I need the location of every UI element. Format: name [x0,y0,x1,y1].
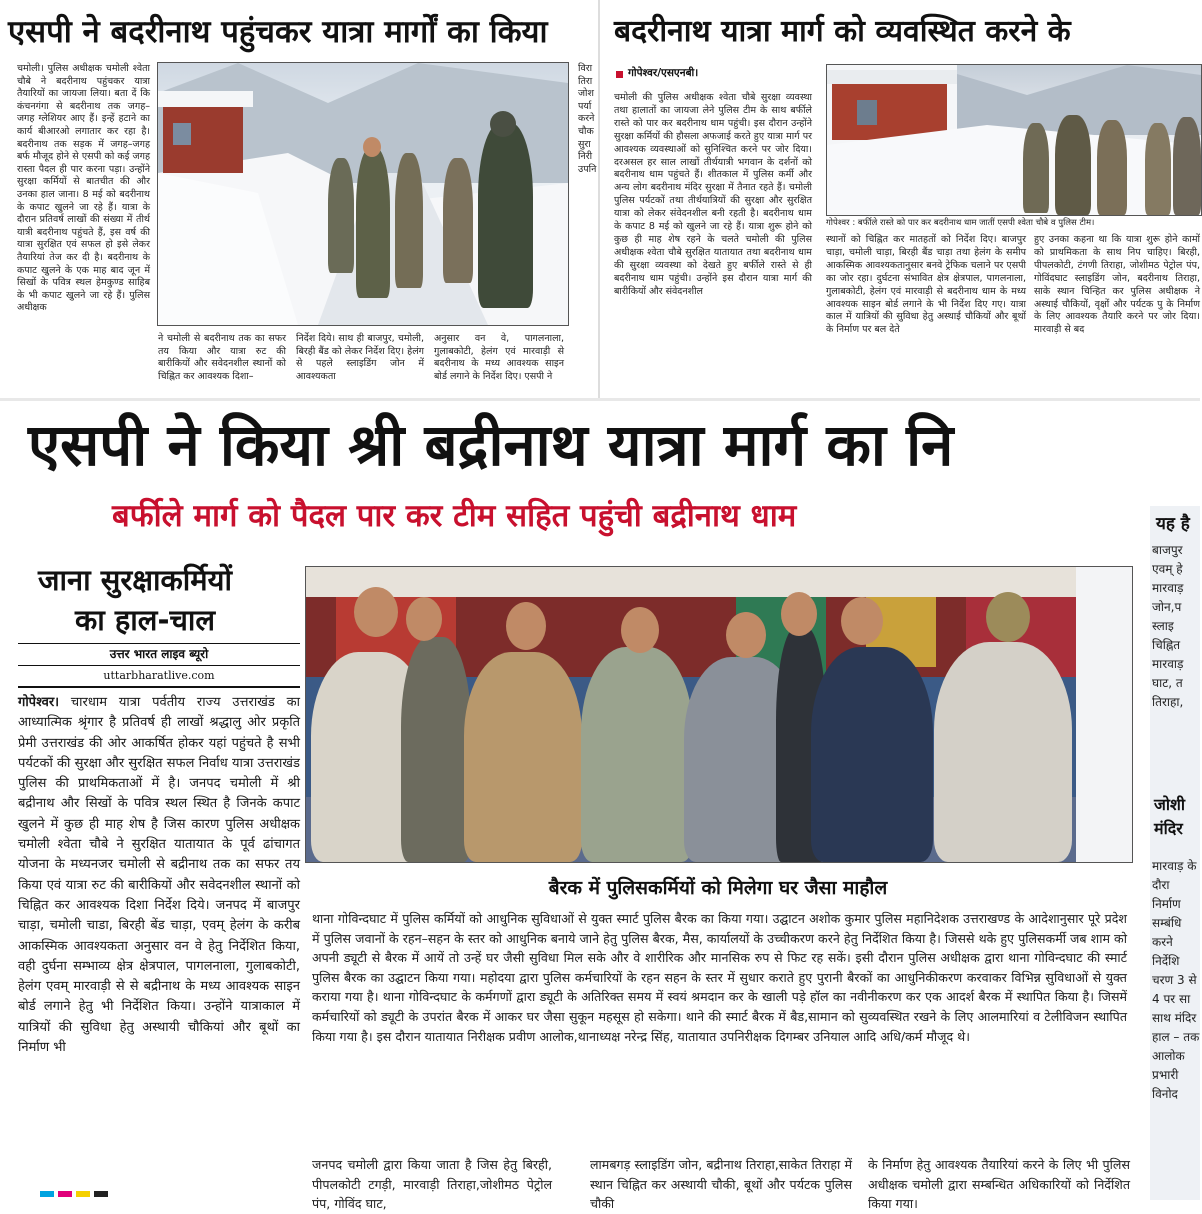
top-right-dateline: गोपेश्वर/एसएनबी। [628,67,699,79]
print-mark-yellow [76,1191,90,1197]
clipping-bottom [0,401,1200,1212]
print-mark-magenta [58,1191,72,1197]
vertical-separator-top [598,0,600,398]
photo-figure [443,158,473,283]
right-box-body-2: मारवाड़ के दौरा निर्माण सम्बंधि करने निर्देशि चरण 3 से 4 पर सा साथ मंदिर हाल – तक आलोक प्रभारी विनोद [1152,859,1200,1101]
group-person-7 [811,647,933,862]
photo-figure [1173,117,1201,215]
group-photo [305,566,1133,863]
group-head [986,592,1030,642]
right-box-body-1: बाजपुर एवम् हे मारवाड़ जोन,प स्लाइ चिह्नित मारवाड़ घाट, त तिराहा, [1152,543,1184,709]
left-story-dateline: गोपेश्वर। [18,695,60,710]
left-story-text: चारधाम यात्रा पर्वतीय राज्य उत्तराखंड का आध्यात्मिक श्रृंगार है प्रतिवर्ष ही लाखों श्रद्धालु ओर प्रकृति प्रेमी उत्तराखंड की ओर आकर्षित होकर यहां पहुंचते है सभी पर्यटकों की सुरक्षा और सुरक्षित सफल निर्वाध यात्रा उत्तराखंड पुलिस की प्राथमिकताओं में है। जनपद चमोली में श्री बद्रीनाथ और सिखों के पवित्र स्थल स्थित है जिनके कपाट खुलने में कुछ ही माह शेष है जिस कारण पुलिस अधीक्षक चमोली श्वेता चौबे ने सुरक्षित यातायात के पूर्व ढांचागत योजना के मध्यनजर चमोली से बद्रीनाथ तक का सफर तय किया एवं यात्रा रुट की बारीकियों और सवेदनशील स्थानों को चिह्नित कर आवश्यक दिशा निर्देश दिये। जनपद में बाजपुर चाड़ा, चमोली चाडा, बिरही बेंड चाड़ा, एवम् हेलंग के करीब आकस्मिक आवश्यकता अनुसार वन वे हेतु निर्देशित किया, वही दुर्घना सम्भाव्य क्षेत्र क्षेत्रपाल, पागलनाला, गुलाबकोटी, हेलंग एवम् मारवाड़ी से से बद्रीनाथ के मध्य आवश्यक साइन बोर्ड लगाने हेतु भी निर्देशित किया। उन्होंने यात्राकाल में यात्रियों की सुविधा हेतु अस्थायी चौकियां और बूथों का निर्माण भी [18,695,300,1056]
photo-figure [328,158,354,273]
left-story-body [18,693,300,1193]
byline-rule-top [18,643,300,644]
group-person-4 [581,647,693,862]
group-person-8 [934,642,1072,862]
byline-rule-mid [18,665,300,666]
top-right-photo [826,64,1202,216]
top-left-headline: एसपी ने बदरीनाथ पहुंचकर यात्रा मार्गों का किया [8,14,548,50]
print-mark-black [94,1191,108,1197]
barrack-heading: बैरक में पुलिसकर्मियों को मिलेगा घर जैसा माहौल [548,877,888,899]
website: uttarbharatlive.com [103,669,215,682]
top-right-photo-caption: गोपेश्वर : बर्फीले रास्ते को पार कर बदरीनाथ धाम जातीं एसपी श्वेता चौबे व पुलिस टीम। [826,218,1095,228]
photo-figure [478,123,533,308]
right-box-heading: यह है [1156,514,1190,534]
group-head [621,607,659,653]
byline: उत्तर भारत लाइव ब्यूरो [109,647,209,661]
top-right-column-1: चमोली की पुलिस अधीक्षक श्वेता चौबे सुरक्षा व्यवस्था तथा हालातों का जायजा लेने पुलिस टीम के साथ बर्फीले रास्ते को पार कर बदरीनाथ धाम पहुंची। इस दौरान उन्होंने सुरक्षा कर्मियों की हौसला अफजाई करते हुए यात्रा मार्ग पर आवश्यक व्यवस्थाओं को सुनिश्चित करने पर जोर दिया। दरअसल हर साल लाखों तीर्थयात्री भगवान के दर्शनों को बदरीनाथ धाम पहुंचते हैं। शीतकाल में पुलिस कर्मी और अन्य लोग बदरीनाथ मंदिर सुरक्षा में तैनात रहते हैं। चमोली पुलिस पर्यटकों तथा तीर्थयात्रियों की सुरक्षा और सुरक्षित यात्रा को लेकर संवेदनशील बनी रहती है। बदरीनाथ धाम के कपाट 8 मई को खुलने जा रहे हैं। यात्रा शुरू होने को कुछ ही माह शेष रहने के चलते चमोली की पुलिस अधीक्षक श्वेता चौबे सुरक्षित यातायात तथा बदरीनाथ धाम की सुरक्षा व्यवस्था को देखते हुए बर्फीले रास्ते से ही बदरीनाथ धाम पहुंची। उन्होंने इस दौरान यात्रा मार्ग की बारीकियों और संवेदनशील [614,92,812,297]
left-story-head-line-1: जाना सुरक्षाकर्मियों [38,563,232,597]
photo-figure [395,153,423,288]
photo-figure [1055,115,1091,215]
bottom-column-3: के निर्माण हेतु आवश्यक तैयारियां करने के लिए भी पुलिस अधीक्षक चमोली द्वारा सम्बन्धित अधिकारियों को निर्देशित किया गया। [868,1157,1130,1212]
group-head [354,587,398,637]
bottom-subheadline: बर्फीले मार्ग को पैदल पार कर टीम सहित पहुंची बद्रीनाथ धाम [112,498,797,534]
group-head [781,592,817,636]
top-right-column-3: हुए उनका कहना था कि यात्रा शुरू होने कामों को प्राथमिकता के साथ निप चाहिए। बिरही, पीपलकोटी, टंगणी तिराहा, जोशीमठ पेट्रोल पंप, गोविंदघाट स्लाइडिंग जोन, बदरीनाथ तिराहा, साके स्थान चिन्हित कर पुलिस अधीक्षक ने अस्थाई चौकियों, वृक्षों और पर्यटक पु के निर्माण के लिए आवश्यक तैयारि करने पर जोर दिया। मारवाड़ी से बद [1034,234,1200,336]
photo-figure [1023,123,1049,213]
top-left-column-r: विरा तिरा जोश पर्या करने चौक सुरा निरी उपनि [578,63,597,175]
photo-head [363,137,381,157]
top-left-bottom-col-2: निर्देश दिये। साथ ही बाजपुर, चमोली, बिरही बैंड को लेकर निर्देश दिए। हेलंग से पहले स्लाइडिंग जोन में आवश्यकता [296,333,424,382]
bottom-headline: एसपी ने किया श्री बद्रीनाथ यात्रा मार्ग का नि [28,411,954,479]
photo-figure [1097,120,1127,215]
photo-figure [1145,123,1171,215]
left-story-head-line-2: का हाल-चाल [75,603,216,637]
group-person-2 [401,637,471,862]
top-left-bottom-col-1: ने चमोली से बदरीनाथ तक का सफर तय किया और यात्रा रुट की बारीकियों और सवेदनशील स्थानों को चिह्नित कर आवश्यक दिशा– [158,333,286,382]
group-head [841,597,883,645]
clipping-top-right [600,0,1200,398]
group-head [726,612,766,658]
barrack-body: थाना गोविन्दघाट में पुलिस कर्मियों को आधुनिक सुविधाओं से युक्त स्मार्ट पुलिस बैरक का किया गया। उद्घाटन अशोक कुमार पुलिस महानिदेशक उत्तराखण्ड के आदेशानुसार पूरे प्रदेश में पुलिस जवानों के रहन–सहन के स्तर को आधुनिक बनाये जाने हेतु पुलिस बैरक, मैस, कार्यालयों के उच्चीकरण करने हेतु निर्देशित किया है। जिससे थके हुए पुलिसकर्मी जब शाम को अपनी ड्यूटी से बैरक में आयें तो उन्हें घर जैसी सुविधा मिल सके और वे शारीरिक और मानसिक रुप से फिट रह सकें। इसी दौरान पुलिस अधीक्षक द्वारा थाना गोविन्दघाट की स्मार्ट पुलिस बैरक का उद्घाटन किया गया। महोदया द्वारा पुलिस कर्मचारियों के रहन सहन के स्तर में सुधार कराते हुए पुरानी बैरकों का आधुनिकीकरण करवाकर विभिन्न सुविधाओं से युक्त कराया गया है। थाना गोविन्दघाट के कर्मगणों द्वारा ड्यूटी के अतिरिक्त समय में स्वयं श्रमदान कर के खाली पड़े हॉल का नवीनीकरण कर एक आदर्श बैरक में स्थापित किया है। जिसमें कर्मचारियों को ड्यूटी के उपरांत बैरक में आकर घर जैसा सुकून महसूस हो सकेगा। थाने की स्मार्ट बैरक में बैड,सामान को सुव्यवस्थित रखने के लिए आलमारियां व टेलीविजन स्थापित किया गया है। इस दौरान यातायात निरीक्षक प्रवीण आलोक,थानाध्यक्ष नरेन्द्र सिंह, यातायात उपनिरीक्षक दिगम्बर उनियाल आदि अधि/कर्म मौजूद थे। [312,911,1127,1044]
top-right-headline: बदरीनाथ यात्रा मार्ग को व्यवस्थित करने के [614,14,1071,49]
group-head [406,597,442,641]
group-person-3 [464,652,582,862]
photo-head [490,111,516,137]
bottom-column-2: लामबगड़ स्लाइडिंग जोन, बद्रीनाथ तिराहा,साकेत तिराहा में स्थान चिह्नित कर अस्थायी चौकी, बूथों और पर्यटक पुलिस चौकी [590,1157,852,1212]
photo-figure [356,148,390,298]
group-head [506,602,546,650]
top-right-dateline-marker [616,71,623,78]
right-box-heading-2: जोशी मंदिर [1154,795,1186,838]
clipping-top-left [0,0,598,398]
top-left-photo [157,62,569,326]
print-mark-cyan [40,1191,54,1197]
top-left-bottom-col-3: अनुसार वन वे, पागलनाला, गुलाबकोटी, हेलंग एवं मारवाड़ी से बदरीनाथ के मध्य आवश्यक साइन बोर्ड लगाने के निर्देश दिए। एसपी ने [434,333,564,382]
byline-rule-bottom [18,686,300,688]
top-right-column-2: स्थानों को चिह्नित कर मातहतों को निर्देश दिए। बाजपुर चाड़ा, चमोली चाड़ा, बिरही बैंड चाड़ा तथा हेलंग के समीप आकस्मिक आवश्यकतानुसार बनवे ट्रेफिक चलाने पर एसपी का जोर रहा। दुर्घटना संभावित क्षेत्र क्षेत्रपाल, पागलनाला, गुलाबकोटी, हेलंग एवं मारवाड़ी से बदरीनाथ धाम के मध्य आवश्यक साइन बोर्ड लगाने के भी निर्देश दिए गए। यात्रा काल में यात्रियों की सुविधा हेतु अस्थाई चौकियों और बूथों के निर्माण पर बल देते [826,234,1026,336]
top-left-column-1: चमोली। पुलिस अधीक्षक चमोली श्वेता चौबे ने बदरीनाथ पहुंचकर यात्रा तैयारियों का जायजा लिया। बता दें कि कंचनगंगा से बदरीनाथ तक जगह–जगह ग्लेशियर आए हैं। इन्हें हटाने का कार्य बीआरओ लगातार कर रहा है। बदरीनाथ तक सड़क में जगह–जगह बर्फ मौजूद होने से एसपी को कई जगह रास्ता पैदल ही पार करना पड़ा। उन्होंने सुरक्षा कर्मियों से बातचीत की और उनका हाल जाना। 8 मई को बदरीनाथ के कपाट खुलने जा रहे हैं। यात्रा के दौरान प्रतिवर्ष लाखों की संख्या में तीर्थ यात्री बदरीनाथ पहुंचते हैं, इस वर्ष की यात्रा सुरक्षित एवं सफल हो इसे लेकर तैयारियां तेज कर दी है। बदरीनाथ के कपाट खुलने के एक माह बाद जून में सिखों के पवित्र स्थल हेमकुण्ड साहिब के भी कपाट खुलने जा रहे हैं। पुलिस अधीक्षक [17,63,150,314]
bottom-column-1: जनपद चमोली द्वारा किया जाता है जिस हेतु बिरही, पीपलकोटी टगड़ी, मारवाड़ी तिराहा,जोशीमठ पेट्रोल पंप, गोविंद घाट, [312,1157,552,1212]
